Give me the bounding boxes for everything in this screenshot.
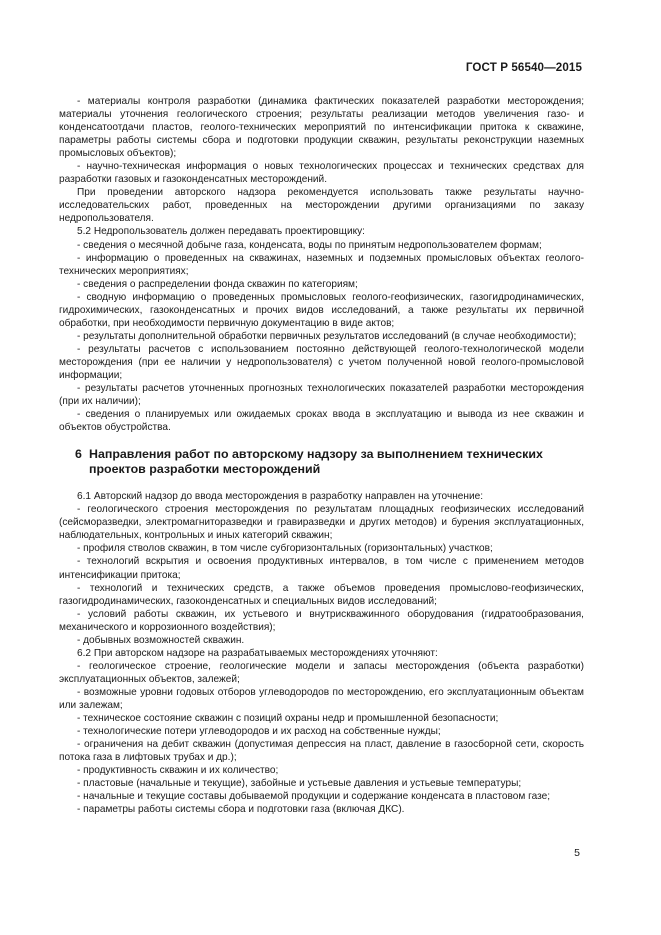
paragraph: - сведения о распределении фонда скважин по категориям; xyxy=(77,278,358,290)
paragraph: - добывных возможностей скважин. xyxy=(77,634,245,646)
paragraph: - геологическое строение, геологические модели и запасы месторождения (объекта разработки) эксплуатационных объектов, залежей; xyxy=(59,660,584,685)
section-number: 6 xyxy=(75,447,82,462)
paragraph: - технологические потери углеводородов и их расход на собственные нужды; xyxy=(77,726,441,738)
page-number: 5 xyxy=(574,847,580,859)
paragraph: - результаты расчетов уточненных прогнозных технологических показателей разработки месторождения (при их наличии); xyxy=(59,383,584,408)
paragraphs-before-section xyxy=(59,95,584,434)
paragraph: - ограничения на дебит скважин (допустимая депрессия на пласт, давление в газосборной сети, скорость потока газа в лифтовых трубах и др.); xyxy=(59,739,584,764)
paragraph: 6.2 При авторском надзоре на разрабатываемых месторождениях уточняют: xyxy=(77,647,438,659)
paragraph: 6.1 Авторский надзор до ввода месторождения в разработку направлен на уточнение: xyxy=(77,491,484,503)
paragraph: - сведения о месячной добыче газа, конденсата, воды по принятым недропользователем формам; xyxy=(77,239,542,251)
paragraph: - технологий и технических средств, а также объемов проведения промыслово-геофизических, газогидродинамических, газоконденсатных и специальных видов исследований; xyxy=(59,582,584,607)
paragraph: - параметры работы системы сбора и подготовки газа (включая ДКС). xyxy=(77,804,405,816)
paragraph: - техническое состояние скважин с позиций охраны недр и промышленной безопасности; xyxy=(77,713,499,725)
paragraph: - пластовые (начальные и текущие), забойные и устьевые давления и устьевые температуры; xyxy=(77,778,522,790)
paragraph: - сводную информацию о проведенных промысловых геолого-геофизических, газогидродинамических, гидрохимических, газоконденсатных и прочих видов исследований, а также результаты их первичной обработки, при необходимости первичную документацию в виде актов; xyxy=(59,291,584,329)
paragraph: - возможные уровни годовых отборов углеводородов по месторождению, его эксплуатационным объектам или залежам; xyxy=(59,686,584,711)
standard-header: ГОСТ Р 56540—2015 xyxy=(465,61,582,74)
paragraph: - результаты дополнительной обработки первичных результатов исследований (в случае необходимости); xyxy=(77,330,577,342)
paragraph: - условий работы скважин, их устьевого и внутрискважинного оборудования (гидратообразования, механического и коррозионного воздействия); xyxy=(59,608,584,633)
paragraph: - информацию о проведенных на скважинах, наземных и подземных промысловых объектах геолого-технических мероприятиях; xyxy=(59,252,584,277)
paragraphs-after-section xyxy=(59,490,584,816)
section-title-line1: Направления работ по авторскому надзору за выполнением технических xyxy=(89,447,543,462)
paragraph: - геологического строения месторождения по результатам площадных геофизических исследований (сейсморазведки, электромагниторазведки и гравиразведки и других методов) и бурения эксплуатационных, наблюдательных, контрольных и иных категорий скважин; xyxy=(59,504,584,542)
section-title-line2: проектов разработки месторождений xyxy=(89,462,321,477)
paragraph: - начальные и текущие составы добываемой продукции и содержание конденсата в пластовом газе; xyxy=(77,791,551,803)
paragraph: При проведении авторского надзора рекомендуется использовать также результаты научно-исследовательских работ, проведенных на месторождении другими организациями по заказу недропользователя. xyxy=(59,187,584,225)
paragraph: - профиля стволов скважин, в том числе субгоризонтальных (горизонтальных) участков; xyxy=(77,543,493,555)
section-heading xyxy=(59,447,584,477)
paragraph: - материалы контроля разработки (динамика фактических показателей разработки месторождения; материалы уточнения геологического строения; результаты реализации методов увеличения газо- и конденсатоотдачи пластов, геолого-технических мероприятий по интенсификации притока к скважине, параметры работы системы сбора и подготовки продукции скважин, результаты реконструкции наземных промысловых объектов); xyxy=(59,96,584,160)
paragraph: - результаты расчетов с использованием постоянно действующей геолого-технологической модели месторождения (при ее наличии у недропользователя) с учетом полученной новой геолого-промысловой информации; xyxy=(59,343,584,381)
paragraph: - научно-техническая информация о новых технологических процессах и технических средствах для разработки газовых и газоконденсатных месторождений. xyxy=(59,161,584,186)
paragraph: 5.2 Недропользователь должен передавать проектировщику: xyxy=(77,226,365,238)
paragraph: - сведения о планируемых или ожидаемых сроках ввода в эксплуатацию и вывода из нее скважин и объектов обустройства. xyxy=(59,409,584,434)
paragraph: - технологий вскрытия и освоения продуктивных интервалов, в том числе с применением методов интенсификации притока; xyxy=(59,556,584,581)
paragraph: - продуктивность скважин и их количество; xyxy=(77,765,279,777)
document-body xyxy=(59,95,584,816)
